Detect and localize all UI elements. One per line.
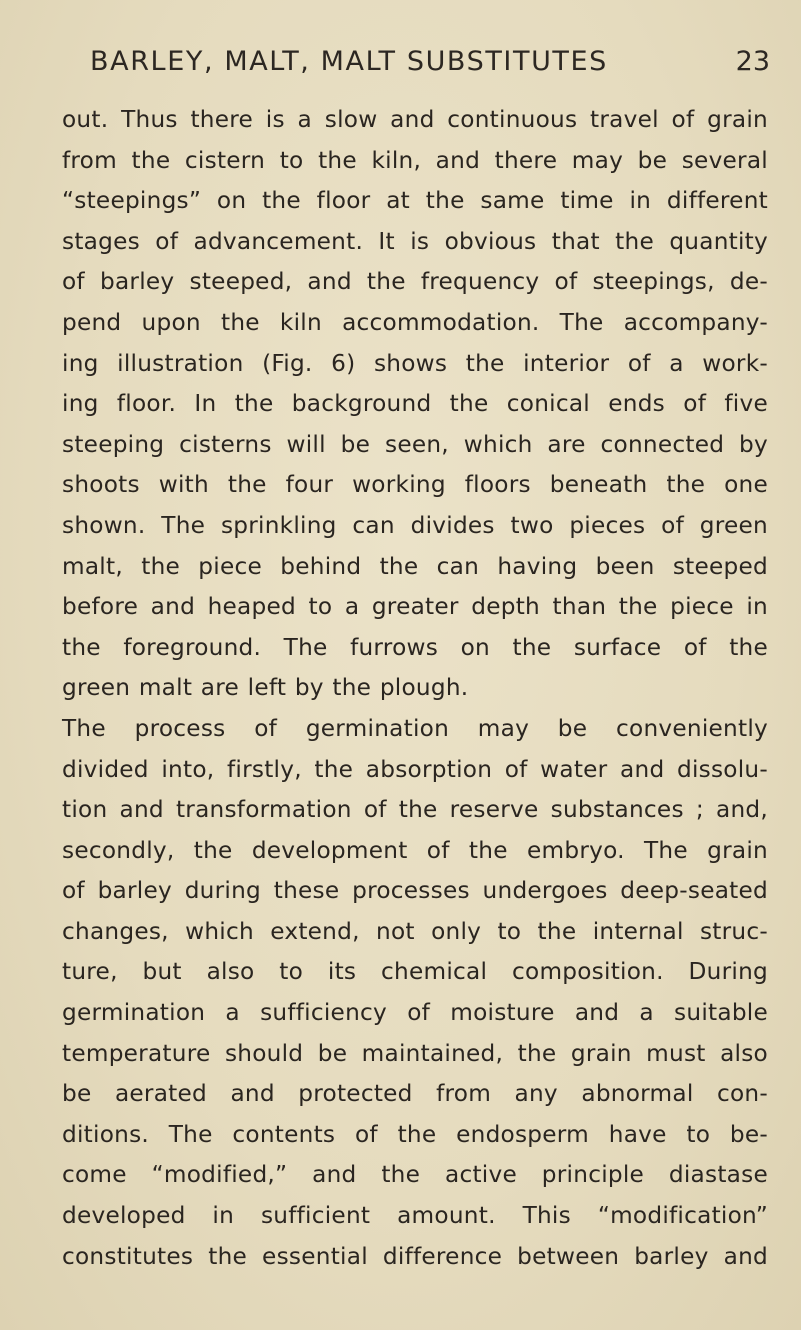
text-line: germination a sufficiency of moisture and a suitable [62,999,768,1027]
text-line: of barley during these processes undergoes deep-seated [62,877,768,905]
text-line: malt, the piece behind the can having been steeped [62,552,768,580]
text-line: of barley steeped, and the frequency of steepings, de- [62,268,768,296]
text-line: be aerated and protected from any abnormal con- [62,1080,768,1108]
body-text [62,100,768,1277]
text-line: pend upon the kiln accommodation. The accompany- [62,308,768,336]
text-line: come “modified,” and the active principle diastase [62,1161,768,1189]
text-line: secondly, the development of the embryo. The grain [62,836,768,864]
text-line: out. Thus there is a slow and continuous travel of grain [62,106,768,133]
text-line: stages of advancement. It is obvious that the quantity [62,227,768,255]
text-line: changes, which extend, not only to the internal struc- [62,917,768,945]
text-line: “steepings” on the floor at the same time in different [62,187,768,215]
text-line: shoots with the four working floors beneath the one [62,471,768,499]
text-line: ing illustration (Fig. 6) shows the interior of a work- [62,349,768,377]
text-line: The process of germination may be conveniently [62,714,768,742]
running-head-title: BARLEY, MALT, MALT SUBSTITUTES [90,46,608,77]
text-line: from the cistern to the kiln, and there may be several [62,146,768,174]
text-line: ing floor. In the background the conical ends of five [62,390,768,418]
text-line: temperature should be maintained, the grain must also [62,1039,768,1067]
book-page [62,0,770,1270]
text-line: the foreground. The furrows on the surface of the [62,633,768,661]
text-line: ture, but also to its chemical composition. During [62,958,768,986]
text-line: divided into, firstly, the absorption of water and dissolu- [62,755,768,783]
running-head [62,0,768,96]
text-line: constitutes the essential difference between barley and [62,1242,768,1270]
page-number: 23 [735,46,770,77]
text-line: developed in sufficient amount. This “modification” [62,1202,768,1230]
text-line: tion and transformation of the reserve substances ; and, [62,796,768,824]
text-line: steeping cisterns will be seen, which are connected by [62,430,768,458]
text-line: shown. The sprinkling can divides two pieces of green [62,511,768,539]
text-line: green malt are left by the plough. [62,674,469,702]
text-line: before and heaped to a greater depth than the piece in [62,593,768,621]
text-line: ditions. The contents of the endosperm have to be- [62,1120,768,1148]
